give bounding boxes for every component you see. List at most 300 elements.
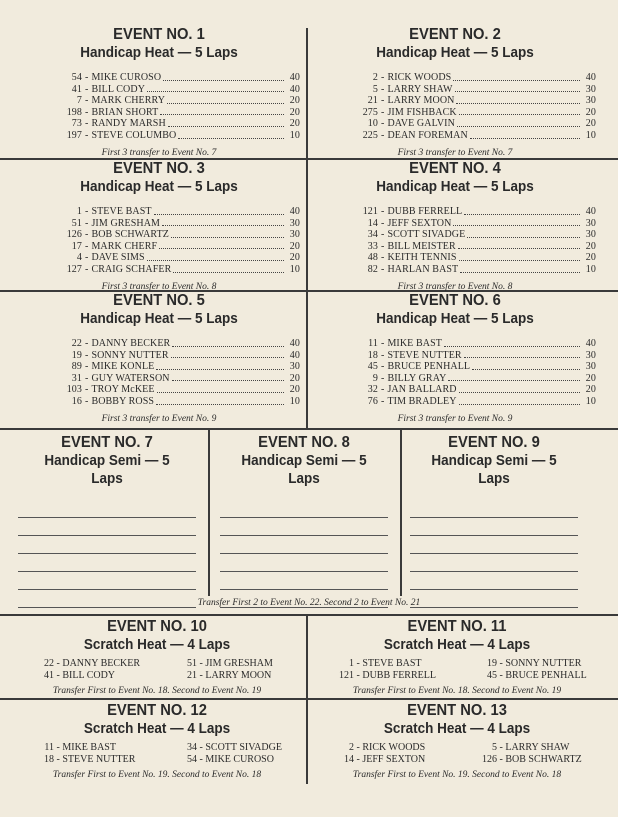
- event-subtitle: Scratch Heat — 4 Laps: [383, 720, 531, 737]
- entry-pair: [314, 742, 600, 754]
- handicap-points: 30: [289, 361, 300, 373]
- entry-row: [314, 264, 596, 276]
- entry-row: [314, 396, 596, 408]
- rider-name: TIM BRADLEY: [387, 395, 457, 407]
- rider-number: 76: [367, 395, 378, 407]
- rider-number: 22: [44, 658, 54, 669]
- dot-leader: [464, 350, 580, 359]
- scratch-event-block: [314, 702, 600, 780]
- event-title: EVENT NO. 4: [409, 160, 501, 177]
- event-title: EVENT NO. 12: [107, 702, 207, 719]
- rider-name: BRIAN SHORT: [91, 106, 159, 118]
- dot-leader: [159, 241, 284, 250]
- blank-line: [220, 554, 388, 572]
- event-title: EVENT NO. 1: [113, 26, 205, 43]
- dot-leader: [178, 130, 284, 139]
- row-divider-3: [0, 428, 618, 430]
- entry-row: [18, 95, 300, 107]
- handicap-points: 40: [289, 72, 300, 83]
- rider-number: 1: [76, 206, 82, 217]
- handicap-points: 20: [585, 384, 596, 396]
- entry-row: [314, 338, 596, 350]
- rider-name: JAN BALLARD: [387, 384, 457, 396]
- event-subtitle: Handicap Heat — 5 Laps: [376, 178, 534, 195]
- rider-number: 11: [44, 742, 54, 753]
- dash: -: [381, 263, 385, 275]
- dot-leader: [162, 218, 284, 227]
- dot-leader: [160, 107, 284, 116]
- column-divider-bottom: [306, 614, 308, 784]
- handicap-points: 30: [585, 83, 596, 95]
- rider-name: BOBBY ROSS: [91, 395, 155, 407]
- blank-line: [410, 554, 578, 572]
- dot-leader: [167, 95, 284, 104]
- event-subtitle: Handicap Heat — 5 Laps: [376, 44, 534, 61]
- entry-pair: [14, 670, 300, 682]
- rider-number: 103: [66, 384, 82, 396]
- rider-name: JIM FISHBACK: [387, 106, 457, 118]
- blank-line: [410, 536, 578, 554]
- rider-number: 45: [367, 361, 378, 373]
- rider-number: 225: [362, 129, 378, 141]
- dot-leader: [457, 118, 580, 127]
- handicap-points: 30: [289, 217, 300, 229]
- rider-name: MIKE CUROSO: [205, 754, 274, 765]
- transfer-note: Transfer First to Event No. 18. Second to Event No. 19: [352, 686, 562, 696]
- rider-name: BRUCE PENHALL: [505, 670, 587, 681]
- handicap-points: 20: [289, 384, 300, 396]
- rider-name: CRAIG SCHAFER: [91, 263, 172, 275]
- event-title: EVENT NO. 3: [113, 160, 205, 177]
- dot-leader: [458, 241, 580, 250]
- transfer-note: First 3 transfer to Event No. 9: [397, 413, 513, 424]
- handicap-points: 20: [289, 240, 300, 252]
- rider-number: 121: [362, 206, 378, 217]
- entry-row: [18, 107, 300, 119]
- event-title: EVENT NO. 9: [448, 434, 540, 451]
- dot-leader: [453, 72, 580, 81]
- handicap-points: 20: [585, 252, 596, 264]
- entry-row: [314, 252, 596, 264]
- event-block: [18, 160, 300, 292]
- rider-name: BOB SCHWARTZ: [91, 229, 169, 241]
- dash: -: [85, 240, 89, 252]
- entry-row: [18, 72, 300, 84]
- rider-number: 197: [66, 129, 82, 141]
- column-divider-top: [306, 28, 308, 428]
- transfer-note: First 3 transfer to Event No. 7: [397, 147, 513, 158]
- entry-right: 34 - SCOTT SIVADGE: [157, 742, 300, 754]
- handicap-points: 40: [289, 83, 300, 95]
- dash: -: [381, 240, 385, 252]
- event-title: EVENT NO. 13: [407, 702, 507, 719]
- handicap-points: 30: [289, 229, 300, 241]
- rider-name: RANDY MARSH: [91, 118, 166, 130]
- rider-name: BILL CODY: [62, 670, 116, 681]
- rider-name: DANNY BECKER: [91, 338, 171, 349]
- rider-number: 18: [367, 349, 378, 361]
- transfer-note: Transfer First to Event No. 18. Second to Event No. 19: [52, 686, 262, 696]
- handicap-points: 20: [585, 240, 596, 252]
- event-subtitle: Handicap Heat — 5 Laps: [80, 178, 238, 195]
- dash: -: [85, 229, 89, 241]
- dash: -: [85, 252, 89, 264]
- event-block: [18, 26, 300, 158]
- entry-row: [18, 218, 300, 230]
- dash: -: [85, 395, 89, 407]
- event-semi-7: [18, 434, 196, 608]
- row-divider-4: [0, 614, 618, 616]
- blank-line: [220, 536, 388, 554]
- rider-number: 14: [344, 754, 354, 765]
- rider-name: DUBB FERRELL: [362, 670, 436, 681]
- dash: -: [85, 384, 89, 396]
- blank-line: [18, 572, 196, 590]
- rider-name: MIKE CUROSO: [91, 72, 162, 83]
- handicap-points: 20: [585, 372, 596, 384]
- transfer-note: First 3 transfer to Event No. 9: [101, 413, 217, 424]
- dot-leader: [173, 264, 284, 273]
- dot-leader: [470, 130, 580, 139]
- entry-pair: [314, 658, 600, 670]
- entry-row: [314, 72, 596, 84]
- dash: -: [381, 384, 385, 396]
- dash: -: [85, 349, 89, 361]
- handicap-points: 40: [585, 338, 596, 349]
- rider-name: LARRY MOON: [387, 95, 455, 107]
- rider-number: 19: [487, 658, 497, 669]
- rider-name: BILLY GRAY: [387, 372, 447, 384]
- dash: -: [85, 106, 89, 118]
- rider-number: 275: [362, 106, 378, 118]
- handicap-points: 10: [289, 395, 300, 407]
- rider-number: 21: [187, 670, 197, 681]
- event-subtitle: Handicap Heat — 5 Laps: [376, 310, 534, 327]
- rider-number: 14: [367, 217, 378, 229]
- dot-leader: [444, 338, 580, 347]
- rider-name: DEAN FOREMAN: [387, 129, 468, 141]
- handicap-points: 20: [289, 95, 300, 107]
- dash: -: [85, 129, 89, 141]
- rider-number: 48: [367, 252, 378, 264]
- row-divider-5: [0, 698, 618, 700]
- entry-left: 22 - DANNY BECKER: [14, 658, 157, 670]
- blank-line: [18, 554, 196, 572]
- dash: -: [85, 118, 89, 130]
- dash: -: [381, 217, 385, 229]
- entry-left: 18 - STEVE NUTTER: [14, 754, 157, 766]
- entry-row: [314, 130, 596, 142]
- rider-name: JEFF SEXTON: [387, 217, 452, 229]
- rider-number: 73: [71, 118, 82, 130]
- dot-leader: [464, 206, 580, 215]
- dot-leader: [460, 264, 580, 273]
- rider-number: 19: [71, 349, 82, 361]
- entry-left: 121 - DUBB FERRELL: [314, 670, 457, 682]
- entry-row: [314, 241, 596, 253]
- rider-number: 41: [44, 670, 54, 681]
- event-title: EVENT NO. 7: [61, 434, 153, 451]
- rider-number: 1: [349, 658, 354, 669]
- entry-row: [314, 218, 596, 230]
- transfer-note: Transfer First to Event No. 19. Second to Event No. 18: [352, 770, 562, 780]
- event-subtitle: Handicap Heat — 5 Laps: [80, 44, 238, 61]
- rider-number: 31: [71, 372, 82, 384]
- scratch-event-block: [14, 702, 300, 780]
- entry-right: 21 - LARRY MOON: [157, 670, 300, 682]
- entry-row: [18, 206, 300, 218]
- entry-row: [18, 241, 300, 253]
- rider-name: LARRY SHAW: [387, 83, 453, 95]
- entry-row: [314, 384, 596, 396]
- entry-pair: [14, 754, 300, 766]
- rider-name: MARK CHERF: [91, 240, 158, 252]
- blank-line: [18, 536, 196, 554]
- dot-leader: [453, 218, 580, 227]
- handicap-points: 10: [585, 263, 596, 275]
- entry-right: 54 - MIKE CUROSO: [157, 754, 300, 766]
- dot-leader: [459, 396, 580, 405]
- rider-name: DANNY BECKER: [62, 658, 141, 669]
- rider-number: 198: [66, 106, 82, 118]
- handicap-points: 10: [289, 129, 300, 141]
- handicap-points: 40: [585, 72, 596, 83]
- rider-number: 2: [372, 72, 378, 83]
- dash: -: [381, 349, 385, 361]
- entry-pair: [314, 754, 600, 766]
- handicap-points: 30: [585, 217, 596, 229]
- rider-name: JEFF SEXTON: [362, 754, 426, 765]
- rider-name: SCOTT SIVADGE: [205, 742, 282, 753]
- entry-left: 41 - BILL CODY: [14, 670, 157, 682]
- dash: -: [85, 338, 89, 349]
- dash: -: [381, 72, 385, 83]
- entry-right: 5 - LARRY SHAW: [457, 742, 600, 754]
- scratch-event-block: [314, 618, 600, 696]
- entry-left: 14 - JEFF SEXTON: [314, 754, 457, 766]
- entry-row: [314, 206, 596, 218]
- rider-name: JIM GRESHAM: [91, 217, 161, 229]
- rider-name: BILL CODY: [91, 83, 146, 95]
- rider-number: 51: [187, 658, 197, 669]
- semi-divider-1: [208, 428, 210, 596]
- rider-name: GUY WATERSON: [91, 372, 170, 384]
- entry-row: [18, 396, 300, 408]
- entry-left: 11 - MIKE BAST: [14, 742, 157, 754]
- dot-leader: [472, 361, 580, 370]
- rider-number: 126: [482, 754, 497, 765]
- dot-leader: [156, 361, 284, 370]
- handicap-points: 10: [585, 395, 596, 407]
- blank-line: [220, 572, 388, 590]
- rider-name: RICK WOODS: [362, 742, 426, 753]
- rider-number: 41: [71, 83, 82, 95]
- rider-name: STEVE BAST: [91, 206, 152, 217]
- handicap-points: 20: [289, 372, 300, 384]
- dash: -: [381, 338, 385, 349]
- dot-leader: [456, 95, 580, 104]
- dash: -: [381, 395, 385, 407]
- dash: -: [85, 263, 89, 275]
- rider-name: SONNY NUTTER: [91, 349, 169, 361]
- entry-row: [18, 361, 300, 373]
- handicap-points: 30: [585, 95, 596, 107]
- entry-row: [18, 229, 300, 241]
- dash: -: [381, 229, 385, 241]
- dot-leader: [467, 229, 580, 238]
- event-block: [314, 26, 596, 158]
- rider-number: 54: [71, 72, 82, 83]
- entry-row: [18, 118, 300, 130]
- handicap-points: 20: [289, 252, 300, 264]
- dash: -: [381, 83, 385, 95]
- dash: -: [381, 372, 385, 384]
- dash: -: [381, 361, 385, 373]
- rider-number: 32: [367, 384, 378, 396]
- entry-pair: [14, 658, 300, 670]
- dash: -: [381, 95, 385, 107]
- dash: -: [85, 83, 89, 95]
- dot-leader: [448, 373, 580, 382]
- semi-transfer-note: Transfer First 2 to Event No. 22. Second 2 to Event No. 21: [197, 598, 421, 608]
- rider-name: LARRY SHAW: [505, 742, 570, 753]
- dot-leader: [168, 118, 284, 127]
- dot-leader: [171, 229, 284, 238]
- rider-number: 34: [367, 229, 378, 241]
- rider-number: 2: [349, 742, 354, 753]
- event-subtitle: Handicap Heat — 5 Laps: [80, 310, 238, 327]
- blank-line: [410, 572, 578, 590]
- rider-name: BILL MEISTER: [387, 240, 456, 252]
- handicap-points: 30: [585, 349, 596, 361]
- rider-name: STEVE NUTTER: [62, 754, 136, 765]
- dot-leader: [459, 384, 580, 393]
- entry-pair: [14, 742, 300, 754]
- blank-line: [18, 518, 196, 536]
- event-title: EVENT NO. 10: [107, 618, 207, 635]
- dash: -: [85, 206, 89, 217]
- handicap-points: 20: [289, 118, 300, 130]
- dash: -: [85, 217, 89, 229]
- blank-line: [18, 500, 196, 518]
- rider-name: BRUCE PENHALL: [387, 361, 471, 373]
- transfer-note: First 3 transfer to Event No. 8: [397, 281, 513, 292]
- rider-name: TROY McKEE: [91, 384, 155, 396]
- transfer-note: First 3 transfer to Event No. 7: [101, 147, 217, 158]
- event-semi-8: [220, 434, 388, 608]
- transfer-note: Transfer First to Event No. 19. Second to Event No. 18: [52, 770, 262, 780]
- dot-leader: [172, 338, 284, 347]
- event-subtitle: Handicap Semi — 5 Laps: [241, 452, 367, 487]
- rider-name: SCOTT SIVADGE: [387, 229, 466, 241]
- event-subtitle: Handicap Semi — 5 Laps: [44, 452, 170, 487]
- rider-number: 45: [487, 670, 497, 681]
- rider-number: 11: [368, 338, 378, 349]
- rider-number: 5: [372, 83, 378, 95]
- entry-left: 1 - STEVE BAST: [314, 658, 457, 670]
- handicap-points: 20: [585, 106, 596, 118]
- entry-row: [18, 264, 300, 276]
- dot-leader: [147, 84, 284, 93]
- entry-row: [314, 84, 596, 96]
- event-title: EVENT NO. 2: [409, 26, 501, 43]
- handicap-points: 40: [289, 206, 300, 217]
- rider-number: 17: [71, 240, 82, 252]
- dash: -: [381, 252, 385, 264]
- dot-leader: [171, 350, 284, 359]
- handicap-points: 20: [585, 118, 596, 130]
- rider-number: 89: [71, 361, 82, 373]
- rider-number: 7: [76, 95, 82, 107]
- handicap-points: 40: [289, 349, 300, 361]
- rider-number: 9: [372, 372, 378, 384]
- event-block: [18, 292, 300, 424]
- dash: -: [85, 372, 89, 384]
- entry-right: 45 - BRUCE PENHALL: [457, 670, 600, 682]
- handicap-points: 20: [289, 106, 300, 118]
- handicap-points: 30: [585, 229, 596, 241]
- dot-leader: [455, 84, 580, 93]
- rider-number: 34: [187, 742, 197, 753]
- entry-pair: [314, 670, 600, 682]
- rider-number: 18: [44, 754, 54, 765]
- entry-row: [18, 130, 300, 142]
- rider-name: BOB SCHWARTZ: [505, 754, 582, 765]
- event-subtitle: Scratch Heat — 4 Laps: [83, 720, 231, 737]
- dash: -: [381, 206, 385, 217]
- event-block: [314, 292, 596, 424]
- rider-number: 22: [71, 338, 82, 349]
- entry-row: [314, 118, 596, 130]
- rider-number: 126: [66, 229, 82, 241]
- rider-name: MIKE KONLE: [91, 361, 155, 373]
- rider-name: STEVE COLUMBO: [91, 129, 177, 141]
- entry-row: [314, 107, 596, 119]
- dash: -: [381, 129, 385, 141]
- entry-row: [18, 384, 300, 396]
- handicap-points: 10: [585, 129, 596, 141]
- transfer-note: First 3 transfer to Event No. 8: [101, 281, 217, 292]
- dash: -: [85, 95, 89, 107]
- entry-row: [18, 252, 300, 264]
- rider-number: 16: [71, 395, 82, 407]
- rider-name: STEVE NUTTER: [387, 349, 462, 361]
- handicap-points: 30: [585, 361, 596, 373]
- dash: -: [85, 72, 89, 83]
- rider-number: 4: [76, 252, 82, 264]
- event-subtitle: Scratch Heat — 4 Laps: [383, 636, 531, 653]
- rider-number: 82: [367, 263, 378, 275]
- rider-name: DAVE GALVIN: [387, 118, 455, 130]
- rider-number: 121: [339, 670, 354, 681]
- rider-name: STEVE BAST: [362, 658, 422, 669]
- event-subtitle: Scratch Heat — 4 Laps: [83, 636, 231, 653]
- dot-leader: [172, 373, 284, 382]
- handicap-points: 10: [289, 263, 300, 275]
- rider-name: MARK CHERRY: [91, 95, 166, 107]
- rider-name: HARLAN BAST: [387, 263, 459, 275]
- entry-row: [314, 373, 596, 385]
- rider-number: 33: [367, 240, 378, 252]
- rider-name: MIKE BAST: [62, 742, 116, 753]
- handicap-points: 40: [289, 338, 300, 349]
- event-title: EVENT NO. 11: [407, 618, 507, 635]
- dot-leader: [459, 252, 581, 261]
- rider-number: 10: [367, 118, 378, 130]
- rider-number: 54: [187, 754, 197, 765]
- rider-number: 51: [71, 217, 82, 229]
- dash: -: [381, 118, 385, 130]
